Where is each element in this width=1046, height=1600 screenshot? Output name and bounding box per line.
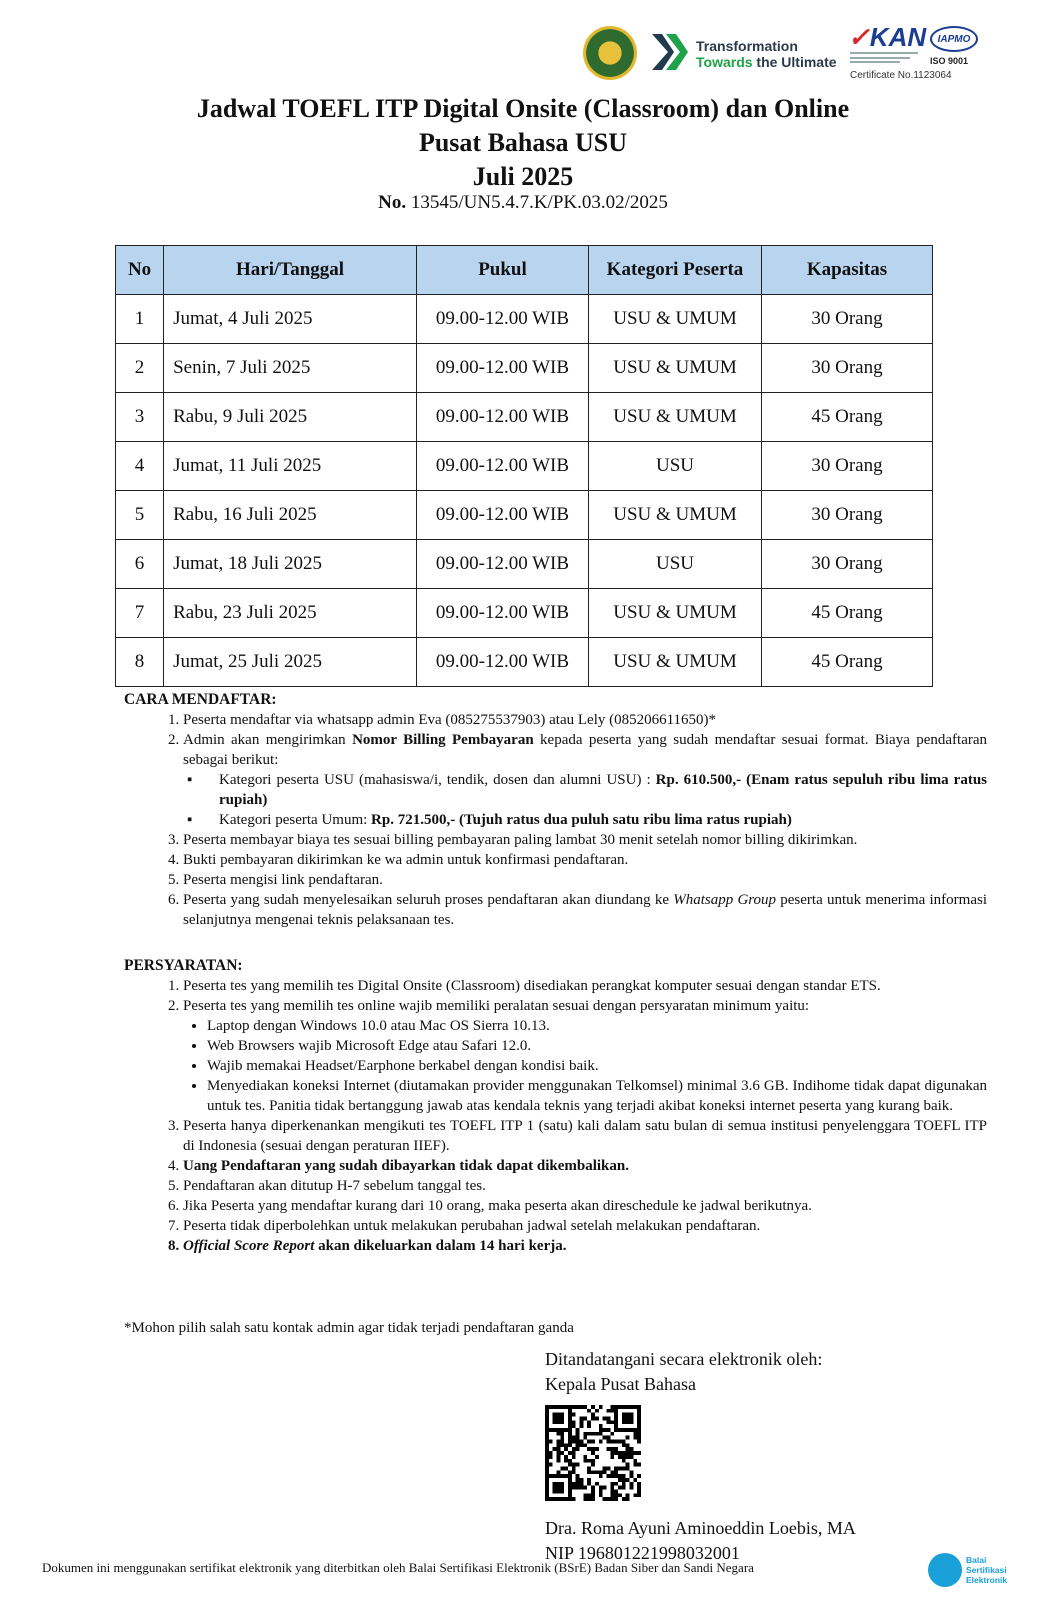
cell-date: Jumat, 11 Juli 2025 xyxy=(164,442,417,491)
fee-item-usu: ▪ Kategori peserta USU (mahasiswa/i, tendik, dosen dan alumni USU) : Rp. 610.500,- (Enam ratus sepuluh ribu lima ratus rupiah) xyxy=(219,770,987,810)
requirements-section xyxy=(124,956,987,1256)
iapmo-logo: IAPMO xyxy=(930,26,978,52)
cell-time: 09.00-12.00 WIB xyxy=(416,589,588,638)
cell-no: 1 xyxy=(116,295,164,344)
table-row xyxy=(116,295,933,344)
signature-line1: Ditandatangani secara elektronik oleh: xyxy=(545,1349,823,1369)
registration-heading: CARA MENDAFTAR: xyxy=(124,691,277,708)
certificate-number: Certificate No.1123064 xyxy=(850,70,952,81)
list-item: • Web Browsers wajib Microsoft Edge atau Safari 12.0. xyxy=(207,1036,987,1056)
footer-text: Dokumen ini menggunakan sertifikat elektronik yang diterbitkan oleh Balai Sertifikasi Elektronik (BSrE) Badan Siber dan Sandi Negara xyxy=(42,1560,754,1575)
table-row xyxy=(116,393,933,442)
cell-capacity: 30 Orang xyxy=(762,344,933,393)
transformation-mark-icon xyxy=(650,30,690,74)
list-item: 3. Peserta membayar biaya tes sesuai billing pembayaran paling lambat 30 menit setelah nomor billing dikirimkan. xyxy=(183,830,987,850)
registration-steps xyxy=(124,710,987,930)
header-date: Hari/Tanggal xyxy=(164,246,417,295)
cell-category: USU & UMUM xyxy=(588,344,761,393)
kan-logo xyxy=(848,22,980,84)
cell-no: 8 xyxy=(116,638,164,687)
requirements-steps xyxy=(124,976,987,1256)
signatory-name: Dra. Roma Ayuni Aminoeddin Loebis, MA xyxy=(545,1518,856,1538)
cell-time: 09.00-12.00 WIB xyxy=(416,344,588,393)
list-item: • Wajib memakai Headset/Earphone berkabel dengan kondisi baik. xyxy=(207,1056,987,1076)
table-header-row xyxy=(116,246,933,295)
schedule-table xyxy=(115,245,933,687)
cell-no: 3 xyxy=(116,393,164,442)
registration-section xyxy=(124,690,987,930)
header-time: Pukul xyxy=(416,246,588,295)
list-item: 1. Peserta tes yang memilih tes Digital Onsite (Classroom) disediakan perangkat komputer sesuai dengan standar ETS. xyxy=(183,976,987,996)
cell-capacity: 30 Orang xyxy=(762,295,933,344)
title-line3: Juli 2025 xyxy=(472,162,574,191)
transformation-line1: Transformation xyxy=(696,38,798,54)
cell-time: 09.00-12.00 WIB xyxy=(416,540,588,589)
cell-time: 09.00-12.00 WIB xyxy=(416,442,588,491)
table-row xyxy=(116,442,933,491)
cell-time: 09.00-12.00 WIB xyxy=(416,295,588,344)
table-row xyxy=(116,638,933,687)
usu-seal-logo xyxy=(583,26,637,80)
bsre-label: Balai Sertifikasi Elektronik xyxy=(966,1555,1008,1585)
cell-time: 09.00-12.00 WIB xyxy=(416,393,588,442)
cell-date: Jumat, 25 Juli 2025 xyxy=(164,638,417,687)
cell-category: USU xyxy=(588,540,761,589)
transformation-logo xyxy=(650,26,840,78)
note-text: *Mohon pilih salah satu kontak admin agar tidak terjadi pendaftaran ganda xyxy=(124,1320,574,1336)
transformation-line2: Towards the Ultimate xyxy=(696,54,837,70)
cell-category: USU & UMUM xyxy=(588,393,761,442)
header-category: Kategori Peserta xyxy=(588,246,761,295)
cell-category: USU & UMUM xyxy=(588,295,761,344)
header-capacity: Kapasitas xyxy=(762,246,933,295)
cell-capacity: 30 Orang xyxy=(762,442,933,491)
document-number: No. 13545/UN5.4.7.K/PK.03.02/2025 xyxy=(378,192,668,213)
cell-capacity: 30 Orang xyxy=(762,491,933,540)
list-item: 8. Official Score Report akan dikeluarkan dalam 14 hari kerja. xyxy=(183,1236,987,1256)
list-item: 5. Pendaftaran akan ditutup H-7 sebelum tanggal tes. xyxy=(183,1176,987,1196)
cell-time: 09.00-12.00 WIB xyxy=(416,638,588,687)
cell-capacity: 45 Orang xyxy=(762,589,933,638)
list-item: 6. Peserta yang sudah menyelesaikan seluruh proses pendaftaran akan diundang ke Whatsapp Group peserta untuk menerima informasi selanjutnya mengenai teknis pelaksanaan tes. xyxy=(183,890,987,930)
list-item: 4. Bukti pembayaran dikirimkan ke wa admin untuk konfirmasi pendaftaran. xyxy=(183,850,987,870)
cell-no: 5 xyxy=(116,491,164,540)
table-row xyxy=(116,589,933,638)
signatory-nip: NIP 196801221998032001 xyxy=(545,1543,740,1563)
list-item: 2. Peserta tes yang memilih tes online wajib memiliki peralatan sesuai dengan persyaratan minimum yaitu: • Laptop dengan Windows 10.0 atau Mac OS Sierra 10.13. • Web Browsers wajib Microsoft Edge atau Safari 12.0. • Wajib memakai Headset/Earphone berkabel dengan kondisi baik. • Menyediakan koneksi Internet (diutamakan provider menggunakan Telkomsel) minimal 3.6 GB. Indihome tidak dapat digunakan untuk tes. Panitia tidak bertanggung jawab atas kendala teknis yang terjadi akibat koneksi internet peserta yang kurang baik. xyxy=(183,996,987,1116)
cell-capacity: 45 Orang xyxy=(762,393,933,442)
list-item: • Menyediakan koneksi Internet (diutamakan provider menggunakan Telkomsel) minimal 3.6 GB. Indihome tidak dapat digunakan untuk tes. Panitia tidak bertanggung jawab atas kendala teknis yang terjadi akibat koneksi internet peserta yang kurang baik. xyxy=(207,1076,987,1116)
list-item: 3. Peserta hanya diperkenankan mengikuti tes TOEFL ITP 1 (satu) kali dalam satu bulan di semua institusi penyelenggara TOEFL ITP di Indonesia (sesuai dengan peraturan IIEF). xyxy=(183,1116,987,1156)
cell-date: Senin, 7 Juli 2025 xyxy=(164,344,417,393)
cell-no: 6 xyxy=(116,540,164,589)
kan-subtext-icon xyxy=(850,50,920,64)
list-item: 2. Admin akan mengirimkan Nomor Billing Pembayaran kepada peserta yang sudah mendaftar sesuai format. Biaya pendaftaran sebagai berikut: ▪ Kategori peserta USU (mahasiswa/i, tendik, dosen dan alumni USU) : Rp. 610.500,- (Enam ratus sepuluh ribu lima ratus rupiah) ▪ Kategori peserta Umum: Rp. 721.500,- (Tujuh ratus dua puluh satu ribu lima ratus rupiah) xyxy=(183,730,987,830)
bsre-logo xyxy=(928,1553,1038,1589)
list-item: 4. Uang Pendaftaran yang sudah dibayarkan tidak dapat dikembalikan. xyxy=(183,1156,987,1176)
kan-word: ✓KAN xyxy=(848,22,927,52)
iso-label: ISO 9001 xyxy=(930,56,969,66)
qr-code xyxy=(545,1405,641,1501)
title-line2: Pusat Bahasa USU xyxy=(418,128,628,157)
fee-item-umum: ▪ Kategori peserta Umum: Rp. 721.500,- (Tujuh ratus dua puluh satu ribu lima ratus rupiah) xyxy=(219,810,987,830)
cell-capacity: 30 Orang xyxy=(762,540,933,589)
cell-no: 7 xyxy=(116,589,164,638)
cell-date: Jumat, 4 Juli 2025 xyxy=(164,295,417,344)
cell-category: USU xyxy=(588,442,761,491)
cell-date: Jumat, 18 Juli 2025 xyxy=(164,540,417,589)
table-row xyxy=(116,344,933,393)
table-row xyxy=(116,491,933,540)
cell-no: 4 xyxy=(116,442,164,491)
cell-date: Rabu, 9 Juli 2025 xyxy=(164,393,417,442)
table-row xyxy=(116,540,933,589)
header-no: No xyxy=(116,246,164,295)
cell-capacity: 45 Orang xyxy=(762,638,933,687)
equipment-list xyxy=(183,1016,987,1116)
cell-time: 09.00-12.00 WIB xyxy=(416,491,588,540)
cell-category: USU & UMUM xyxy=(588,589,761,638)
list-item: • Laptop dengan Windows 10.0 atau Mac OS Sierra 10.13. xyxy=(207,1016,987,1036)
cell-no: 2 xyxy=(116,344,164,393)
cell-category: USU & UMUM xyxy=(588,491,761,540)
cell-date: Rabu, 16 Juli 2025 xyxy=(164,491,417,540)
list-item: 5. Peserta mengisi link pendaftaran. xyxy=(183,870,987,890)
signature-line2: Kepala Pusat Bahasa xyxy=(545,1374,696,1394)
bsre-icon xyxy=(928,1553,962,1587)
list-item: 1. Peserta mendaftar via whatsapp admin Eva (085275537903) atau Lely (085206611650)* xyxy=(183,710,987,730)
list-item: 6. Jika Peserta yang mendaftar kurang dari 10 orang, maka peserta akan direschedule ke jadwal berikutnya. xyxy=(183,1196,987,1216)
cell-category: USU & UMUM xyxy=(588,638,761,687)
list-item: 7. Peserta tidak diperbolehkan untuk melakukan perubahan jadwal setelah melakukan pendaftaran. xyxy=(183,1216,987,1236)
cell-date: Rabu, 23 Juli 2025 xyxy=(164,589,417,638)
fee-list xyxy=(183,770,987,830)
requirements-heading: PERSYARATAN: xyxy=(124,957,243,974)
title-line1: Jadwal TOEFL ITP Digital Onsite (Classroom) dan Online xyxy=(196,94,850,123)
